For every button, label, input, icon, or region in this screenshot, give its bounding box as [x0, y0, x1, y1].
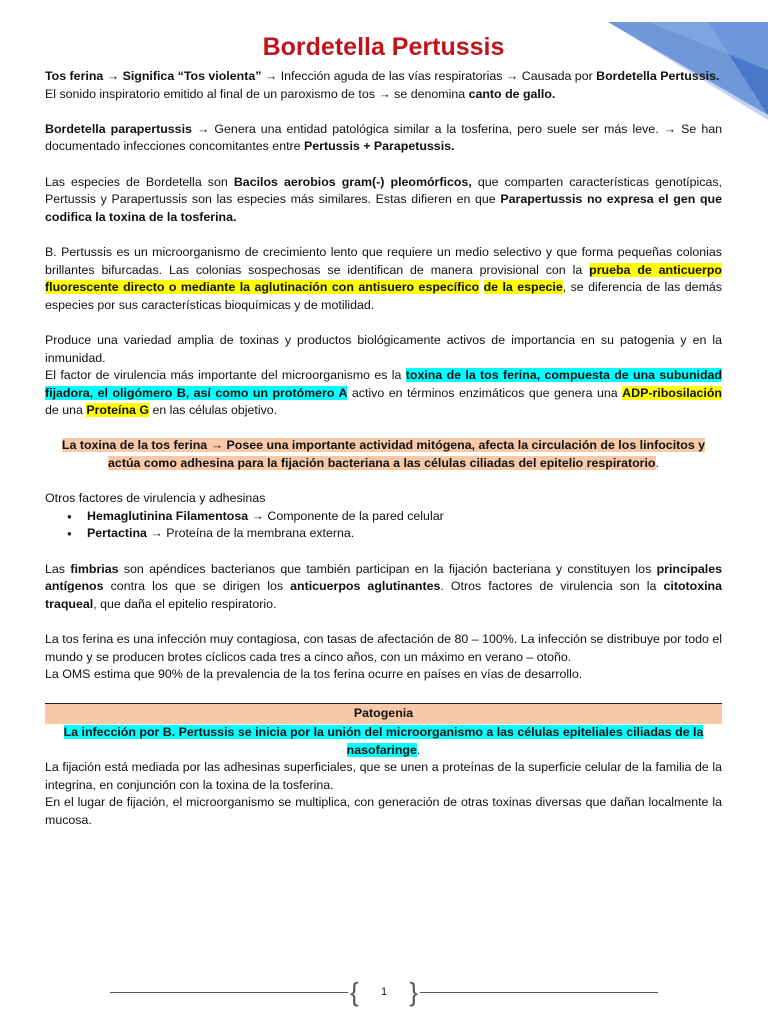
arrow: →	[191, 121, 210, 136]
text: en las células objetivo.	[149, 403, 278, 418]
species-paragraph	[45, 174, 722, 227]
mitogen-callout	[45, 437, 722, 472]
highlight-proteina-g: Proteína G	[86, 403, 149, 418]
text	[479, 280, 483, 294]
term-gen-toxina: Parapertussis no expresa el gen que codifica la toxina de la tosferina.	[45, 192, 722, 224]
text: que comparten características genotípicas, Pertussis y Parapertussis son las especies más similares. Estas difieren en que	[45, 174, 722, 207]
footer-bracket-left: {	[350, 977, 359, 1007]
term-canto-gallo: canto de gallo.	[468, 86, 556, 101]
text: Hemaglutinina Filamentosa	[87, 508, 249, 523]
text: principales antígenos	[45, 561, 723, 594]
page-number: 1	[380, 986, 388, 998]
text: Infección aguda de las vías respiratorias → Causada por	[277, 69, 597, 83]
highlight-adp: ADP-ribosilación	[622, 385, 722, 400]
term-bordetella: Bordetella Pertussis.	[596, 69, 720, 83]
arrow: →	[103, 69, 123, 83]
text: Las especies de Bordetella son	[45, 174, 234, 189]
intro-paragraph	[45, 68, 722, 103]
highlight-prueba: prueba de anticuerpo fluorescente directo o mediante la aglutinación con antisuero específico	[45, 262, 723, 295]
text: La toxina de la tos ferina	[61, 438, 208, 453]
arrow: →	[207, 438, 224, 453]
page-title: Bordetella Pertussis	[262, 33, 505, 61]
term-bacilos: Bacilos aerobios gram(-) pleomórficos,	[233, 174, 472, 189]
text: El sonido inspiratorio emitido al final de un paroxismo de tos → se denomina	[45, 86, 469, 101]
text: fimbrias	[70, 561, 119, 576]
highlight-toxina: toxina de la tos ferina, compuesta de una subunidad fijadora, el oligómero B, así como un protómero A	[45, 368, 723, 400]
text: Proteína de la membrana externa.	[162, 526, 355, 541]
text: .	[655, 456, 659, 471]
text: activo en términos enzimáticos que genera una	[347, 385, 623, 400]
patogenia-highlight	[45, 724, 722, 759]
toxins-paragraph	[45, 332, 722, 420]
text: . Otros factores de virulencia son la	[440, 579, 664, 594]
text: El factor de virulencia más importante del microorganismo es la	[45, 368, 406, 383]
list-item	[87, 525, 722, 543]
patogenia-paragraph-2: En el lugar de fijación, el microorganismo se multiplica, con generación de otras toxinas diversas que dañan localmente la mucosa.	[45, 795, 722, 827]
text: B. Pertussis es un microorganismo de crecimiento lento que requiere un medio selectivo y que forma pequeñas colonias brillantes bifurcadas. Las colonias sospechosas se identifican de manera provisional con la	[45, 244, 722, 277]
term-coinfection: Pertussis + Parapetussis.	[303, 139, 455, 154]
footer-bracket-right: }	[409, 977, 418, 1007]
text: La OMS estima que 90% de la prevalencia de la tos ferina ocurre en países en vías de desarrollo.	[45, 667, 583, 682]
text: son apéndices bacterianos que también participan en la fijación bacteriana y constituyen los	[118, 561, 657, 576]
growth-paragraph	[45, 244, 722, 314]
text: de una	[45, 403, 87, 418]
patogenia-paragraph: La fijación está mediada por las adhesinas superficiales, que se unen a proteínas de la superficie celular de la familia de la integrina, en conjunción con la toxina de la tosferina.	[45, 760, 722, 792]
virulence-list	[45, 508, 722, 543]
text: La infección por B. Pertussis se inicia por la unión del microorganismo a las células epiteliales ciliadas de la nasofaringe	[63, 724, 704, 757]
text: → Componente de la pared celular	[248, 508, 444, 523]
fimbrias-paragraph	[45, 561, 722, 614]
arrow: →	[146, 526, 163, 541]
footer-line-right	[420, 992, 658, 993]
text: Produce una variedad amplia de toxinas y productos biológicamente activos de importancia en su patogenia y en la inmunidad.	[45, 332, 722, 365]
text: Las	[45, 561, 71, 576]
text: Genera una entidad patológica similar a la tosferina, pero suele ser más leve. → Se han documentado infecciones concomitantes entre	[45, 121, 722, 154]
text: Posee una importante actividad mitógena, afecta la circulación de los linfocitos y actúa como adhesina para la fijación bacteriana a las células ciliadas del epitelio respiratorio	[108, 438, 706, 471]
highlight-especie: de la especie	[483, 280, 563, 295]
text: La tos ferina es una infección muy contagiosa, con tasas de afectación de 80 – 100%. La infección se distribuye por todo el mundo y se producen brotes cíclicos cada tres a cinco años, con un máximo en verano – otoño.	[45, 632, 722, 664]
page-footer	[110, 978, 658, 1008]
term-tos-ferina: Tos ferina	[45, 69, 104, 83]
text: .	[416, 742, 421, 757]
parapertussis-paragraph	[45, 121, 722, 156]
text: , se diferencia de las demás especies por sus características bioquímicas y de motilidad.	[45, 280, 722, 312]
list-item	[87, 508, 722, 526]
text: , que daña el epitelio respiratorio.	[93, 596, 277, 611]
text: Pertactina	[87, 526, 147, 541]
patogenia-heading: Patogenia	[45, 703, 722, 724]
term-parapertussis: Bordetella parapertussis	[45, 121, 192, 136]
epidemiology-paragraph	[45, 631, 722, 684]
virulence-heading: Otros factores de virulencia y adhesinas	[45, 491, 266, 506]
text: anticuerpos aglutinantes	[290, 579, 441, 594]
text: contra los que se dirigen los	[103, 579, 291, 594]
text: citotoxina traqueal	[45, 579, 723, 611]
document-page	[45, 30, 722, 830]
arrow: →	[261, 69, 278, 83]
term-meaning: Significa “Tos violenta”	[122, 69, 262, 83]
